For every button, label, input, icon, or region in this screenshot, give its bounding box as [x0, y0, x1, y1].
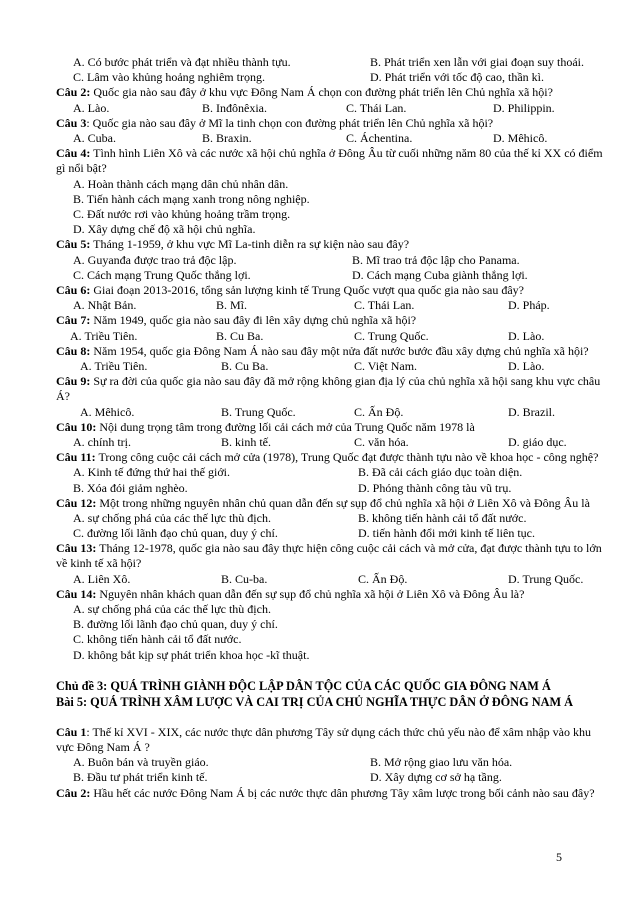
option-d: D. Brazil. [508, 404, 555, 419]
question-number: Câu 13: [56, 541, 97, 556]
lesson-question-1 [56, 725, 604, 755]
option-a: A. Có bước phát triển và đạt nhiều thành tựu. [73, 55, 291, 69]
options-row [56, 511, 604, 526]
option-c: C. Áchentina. [346, 130, 413, 145]
option-c: C. không tiến hành cải tổ đất nước. [73, 632, 242, 647]
option-a: A. sự chống phá của các thế lực thù địch. [73, 510, 271, 525]
option-d: D. Lào. [508, 358, 545, 373]
option-b: B. kinh tế. [221, 434, 271, 449]
option-a: A. chính trị. [73, 434, 131, 449]
option-b: B. Braxin. [202, 130, 252, 145]
question-text: Một trong những nguyên nhân chủ quan dẫn đến sự sụp đổ chủ nghĩa xã hội ở Liên Xô và Đông Âu là [96, 495, 590, 510]
option-c: C. văn hóa. [354, 434, 409, 449]
question-text: Sự ra đời của quốc gia nào sau đây đã mở rộng không gian địa lý của chủ nghĩa xã hội sang khu vực châu Á? [56, 374, 601, 404]
option-b: B. Đã cải cách giáo dục toàn diện. [358, 465, 523, 480]
options-row [56, 298, 604, 313]
option-d: D. Xây dựng cơ sở hạ tầng. [370, 770, 502, 785]
option-a: A. Triều Tiên. [70, 328, 138, 343]
option-c: C. đường lối lãnh đạo chủ quan, duy ý chí. [73, 526, 278, 541]
options-row [56, 268, 604, 283]
option-b: B. Cu Ba. [221, 358, 269, 373]
option-c: C. Thái Lan. [346, 100, 407, 115]
question-number: Câu 11: [56, 450, 96, 465]
lesson-question-2 [56, 786, 604, 801]
question-6 [56, 283, 604, 298]
question-text: Tháng 1-1959, ở khu vực Mĩ La-tinh diễn ra sự kiện nào sau đây? [90, 237, 410, 252]
option-d: D. Pháp. [508, 298, 550, 313]
question-10 [56, 420, 604, 435]
option-d: D. Philippin. [493, 100, 555, 115]
lesson-heading: Bài 5: QUÁ TRÌNH XÂM LƯỢC VÀ CAI TRỊ CỦA CHỦ NGHĨA THỰC DÂN Ở ĐÔNG NAM Á [56, 694, 574, 709]
question-number: Câu 2: [56, 85, 91, 100]
question-number: Câu 4: [56, 146, 91, 161]
option-d: D. Phát triển với tốc độ cao, thần kì. [370, 70, 544, 85]
option-b: B. Mĩ. [216, 298, 248, 313]
option-d: D. Cách mạng Cuba giành thắng lợi. [352, 267, 528, 282]
option-d: D. Mêhicô. [493, 130, 548, 145]
option-b: B. Mở rộng giao lưu văn hóa. [370, 755, 513, 770]
question-text: : Thế kỉ XVI - XIX, các nước thực dân phương Tây sử dụng cách thức chủ yếu nào để xâm nhập vào khu vực Đông Nam Á ? [56, 724, 591, 755]
question-8 [56, 344, 604, 359]
question-4 [56, 146, 604, 176]
options-row [56, 770, 604, 785]
options-row [56, 55, 604, 70]
question-text: Nguyên nhân khách quan dẫn đến sự sụp đổ chủ nghĩa xã hội ở Liên Xô và Đông Âu là? [96, 586, 525, 601]
question-9 [56, 374, 604, 404]
options-row [56, 572, 604, 587]
options-row [56, 131, 604, 146]
question-text: Tháng 12-1978, quốc gia nào sau đây thực hiện công cuộc cải cách và mở cửa, đạt được thành tựu to lớn về kinh tế xã hội? [56, 541, 602, 571]
option-b: B. Cu Ba. [216, 328, 264, 343]
option-b: B. Inđônêxia. [202, 100, 267, 115]
option-b: B. Mĩ trao trả độc lập cho Panama. [352, 252, 520, 267]
question-number: Câu 6: [56, 282, 91, 297]
option-d: D. Trung Quốc. [508, 571, 584, 586]
question-text: Giai đoạn 2013-2016, tổng sản lượng kinh tế Trung Quốc vượt qua quốc gia nào sau đây? [90, 282, 524, 297]
question-text: Tình hình Liên Xô và các nước xã hội chủ nghĩa ở Đông Âu từ cuối những năm 80 của thế kỉ XX có điểm gì nổi bật? [56, 146, 603, 176]
option-a: A. Buôn bán và truyền giáo. [73, 755, 209, 770]
option-a: A. Kinh tế đứng thứ hai thế giới. [73, 465, 231, 480]
option-b: B. Tiến hành cách mạng xanh trong nông nghiệp. [73, 191, 310, 206]
option-a: A. Mêhicô. [80, 404, 135, 419]
question-number: Câu 12: [56, 495, 97, 510]
document-page [56, 55, 604, 801]
option-b: B. Trung Quốc. [221, 404, 296, 419]
question-12 [56, 496, 604, 511]
question-number: Câu 14: [56, 586, 97, 601]
question-11 [56, 450, 604, 465]
option-c: C. Cách mạng Trung Quốc thắng lợi. [73, 267, 251, 282]
option-b: B. đường lối lãnh đạo chủ quan, duy ý chí. [73, 617, 278, 632]
page-number: 5 [556, 850, 562, 864]
options-row [56, 329, 604, 344]
option-c: B. Đầu tư phát triển kinh tế. [73, 770, 208, 785]
option-a: A. Lào. [73, 100, 110, 115]
question-number: Câu 10: [56, 419, 97, 434]
question-text: Quốc gia nào sau đây ở khu vực Đông Nam Á chọn con đường phát triển lên Chủ nghĩa xã hội? [90, 85, 553, 100]
option-c: C. Lâm vào khủng hoảng nghiêm trọng. [73, 70, 265, 85]
options-row [56, 435, 604, 450]
options-row [56, 526, 604, 541]
option-a: A. Nhật Bản. [73, 298, 137, 313]
option-d: D. Phóng thành công tàu vũ trụ. [358, 480, 512, 495]
option-a: A. Liên Xô. [73, 571, 131, 586]
question-number: Câu 1 [56, 724, 87, 739]
question-text: : Quốc gia nào sau đây ở Mĩ la tinh chọn con đường phát triển lên Chủ nghĩa xã hội? [86, 115, 494, 130]
option-b: B. Cu-ba. [221, 571, 268, 586]
option-c: C. Trung Quốc. [354, 328, 429, 343]
options-row [56, 405, 604, 420]
option-c: C. Đất nước rơi vào khủng hoảng trầm trọng. [73, 206, 291, 221]
options-row [56, 481, 604, 496]
options-row [56, 101, 604, 116]
question-text: Nội dung trọng tâm trong đường lối cải cách mở của Trung Quốc năm 1978 là [96, 419, 475, 434]
question-7 [56, 313, 604, 328]
question-text: Năm 1949, quốc gia nào sau đây đi lên xây dựng chủ nghĩa xã hội? [90, 313, 417, 328]
question-number: Câu 8: [56, 343, 91, 358]
option-b: B. Phát triển xen lẫn với giai đoạn suy thoái. [370, 55, 584, 69]
option-c: B. Xóa đói giảm nghèo. [73, 480, 188, 495]
question-number: Câu 9: [56, 374, 91, 389]
option-a: A. Hoàn thành cách mạng dân chủ nhân dân. [73, 176, 289, 191]
question-2 [56, 85, 604, 100]
option-d: D. giáo dục. [508, 434, 567, 449]
question-number: Câu 7: [56, 313, 91, 328]
question-text: Năm 1954, quốc gia Đông Nam Á nào sau đây một nửa đất nước bước đầu xây dựng chủ nghĩa xã hội? [90, 343, 589, 358]
option-a: A. sự chống phá của các thế lực thù địch. [73, 602, 271, 617]
option-c: C. Việt Nam. [354, 358, 418, 373]
options-row [56, 465, 604, 480]
question-13 [56, 541, 604, 571]
option-d: D. Xây dựng chế độ xã hội chủ nghĩa. [73, 222, 256, 237]
question-text: Hầu hết các nước Đông Nam Á bị các nước thực dân phương Tây xâm lược trong bối cảnh nào sau đây? [90, 785, 595, 800]
options-row [56, 70, 604, 85]
option-c: C. Ấn Độ. [354, 404, 404, 419]
question-5 [56, 237, 604, 252]
option-d: D. tiến hành đổi mới kinh tế liên tục. [358, 526, 535, 541]
question-number: Câu 3 [56, 115, 87, 130]
question-number: Câu 2: [56, 785, 91, 800]
option-b: B. không tiến hành cải tổ đất nước. [358, 510, 527, 525]
option-c: C. Ấn Độ. [358, 571, 408, 586]
options-row [56, 755, 604, 770]
question-3 [56, 116, 604, 131]
option-c: C. Thái Lan. [354, 298, 415, 313]
options-row [56, 359, 604, 374]
option-a: A. Triều Tiên. [80, 358, 148, 373]
option-a: A. Cuba. [73, 130, 116, 145]
question-text: Trong công cuộc cải cách mở cửa (1978), Trung Quốc đạt được thành tựu nào về khoa học - công nghệ? [95, 450, 599, 465]
option-a: A. Guyanđa được trao trả độc lập. [73, 252, 237, 267]
options-row [56, 253, 604, 268]
question-14 [56, 587, 604, 602]
question-number: Câu 5: [56, 237, 91, 252]
topic-heading: Chủ đề 3: QUÁ TRÌNH GIÀNH ĐỘC LẬP DÂN TỘC CỦA CÁC QUỐC GIA ĐÔNG NAM Á [56, 678, 551, 693]
option-d: D. Lào. [508, 328, 545, 343]
option-d: D. không bắt kịp sự phát triển khoa học -kĩ thuật. [73, 647, 310, 662]
